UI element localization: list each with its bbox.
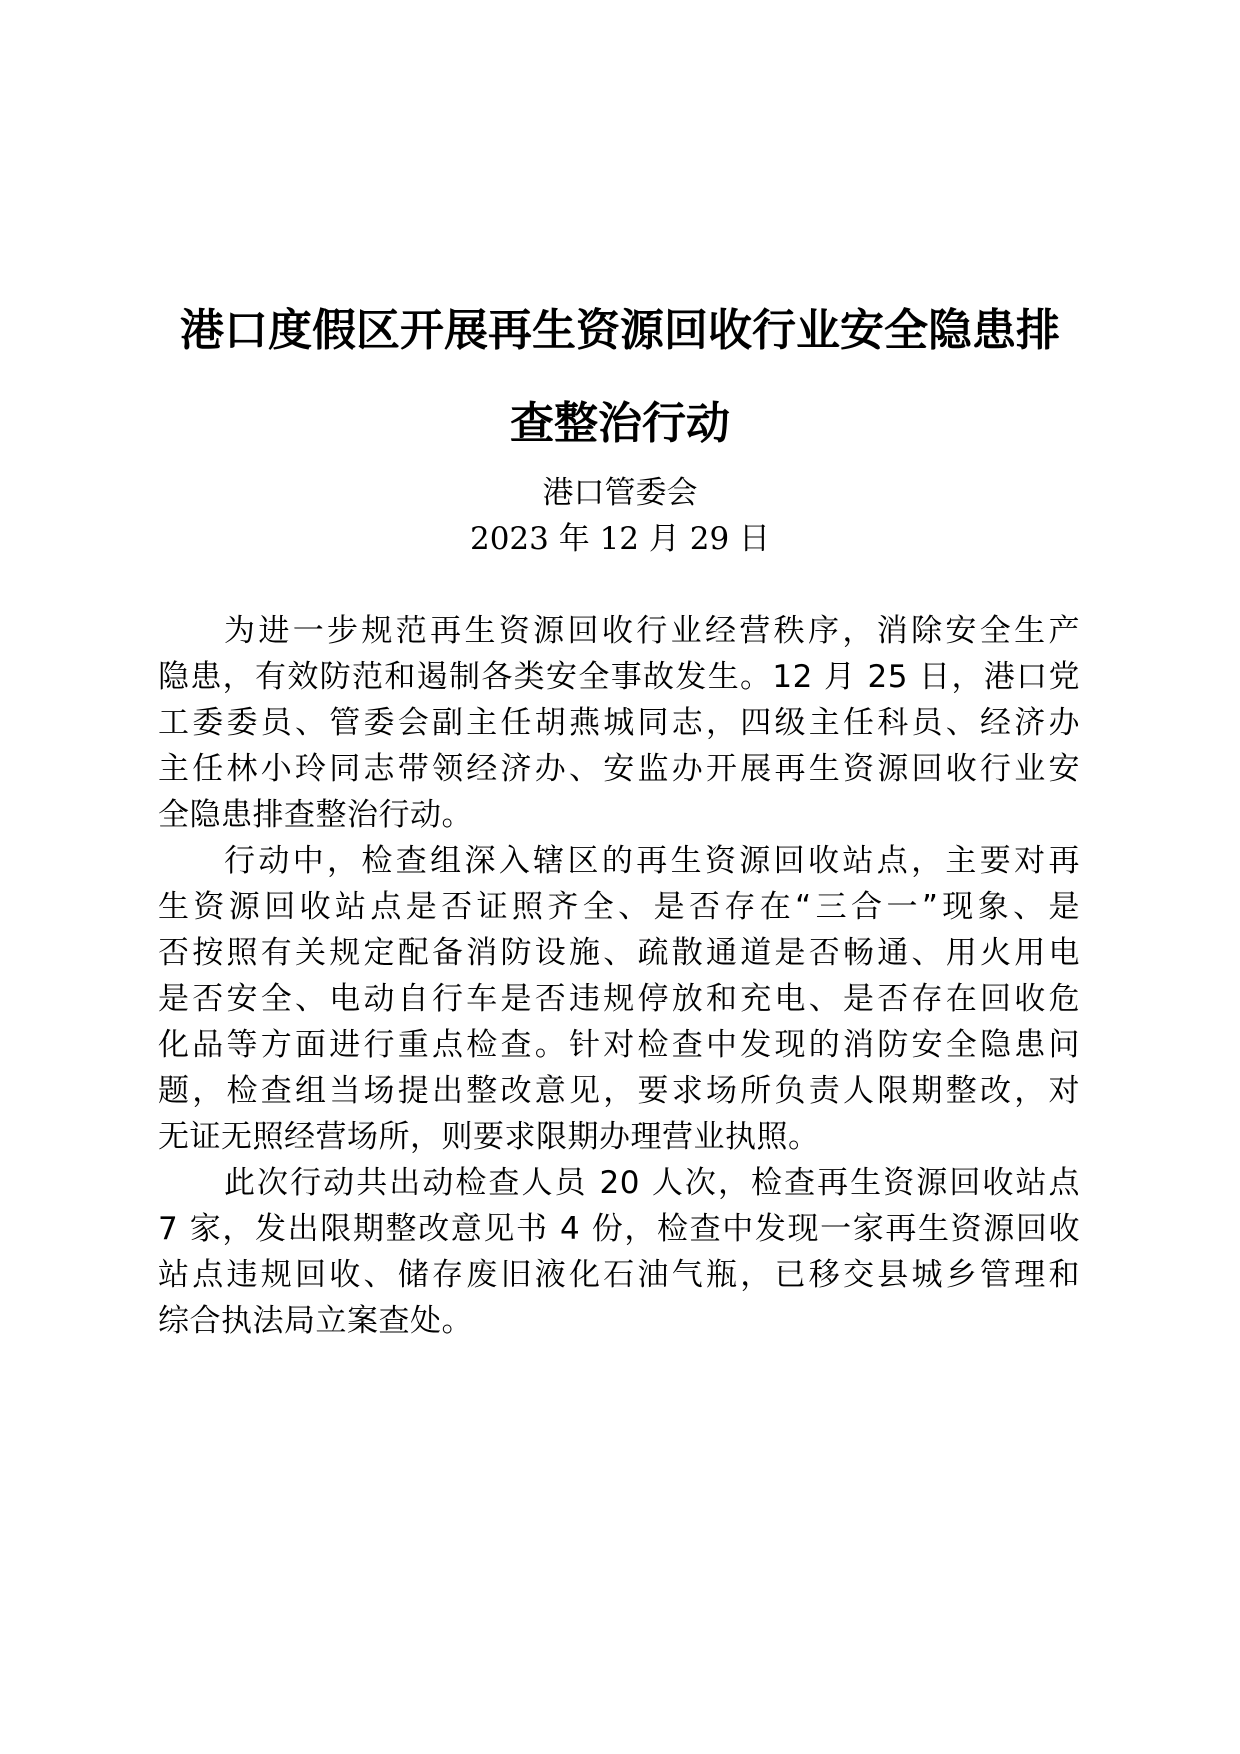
document-title-line-1: 港口度假区开展再生资源回收行业安全隐患排 <box>180 305 1060 356</box>
document-title-line-2: 查整治行动 <box>510 398 730 449</box>
paragraph-line: 题，检查组当场提出整改意见，要求场所负责人限期整改，对 <box>158 1073 1080 1109</box>
paragraph-line: 综合执法局立案查处。 <box>158 1303 473 1339</box>
document-date: 2023 年 12 月 29 日 <box>469 521 771 557</box>
paragraph-line: 工委委员、管委会副主任胡燕城同志，四级主任科员、经济办 <box>158 705 1080 741</box>
paragraph-line: 隐患，有效防范和遏制各类安全事故发生。12 月 25 日，港口党 <box>158 659 1080 695</box>
paragraph-line: 为进一步规范再生资源回收行业经营秩序，消除安全生产 <box>224 613 1080 649</box>
paragraph-line: 否按照有关规定配备消防设施、疏散通道是否畅通、用火用电 <box>158 935 1080 971</box>
paragraph-line: 此次行动共出动检查人员 20 人次，检查再生资源回收站点 <box>224 1165 1080 1201</box>
paragraph-line: 7 家，发出限期整改意见书 4 份，检查中发现一家再生资源回收 <box>158 1211 1080 1247</box>
paragraph-1 <box>158 608 1080 838</box>
paragraph-line: 是否安全、电动自行车是否违规停放和充电、是否存在回收危 <box>158 981 1080 1017</box>
paragraph-line: 站点违规回收、储存废旧液化石油气瓶，已移交县城乡管理和 <box>158 1257 1080 1293</box>
document-author: 港口管委会 <box>542 475 698 511</box>
paragraph-line: 主任林小玲同志带领经济办、安监办开展再生资源回收行业安 <box>158 751 1080 787</box>
paragraph-line: 行动中，检查组深入辖区的再生资源回收站点，主要对再 <box>224 843 1080 879</box>
paragraph-2 <box>158 838 1080 1160</box>
paragraph-line: 无证无照经营场所，则要求限期办理营业执照。 <box>158 1119 820 1155</box>
paragraph-line: 化品等方面进行重点检查。针对检查中发现的消防安全隐患问 <box>158 1027 1080 1063</box>
document-body <box>158 608 1080 1344</box>
paragraph-line: 生资源回收站点是否证照齐全、是否存在“三合一”现象、是 <box>158 889 1080 925</box>
paragraph-3 <box>158 1160 1080 1344</box>
paragraph-line: 全隐患排查整治行动。 <box>158 797 473 833</box>
